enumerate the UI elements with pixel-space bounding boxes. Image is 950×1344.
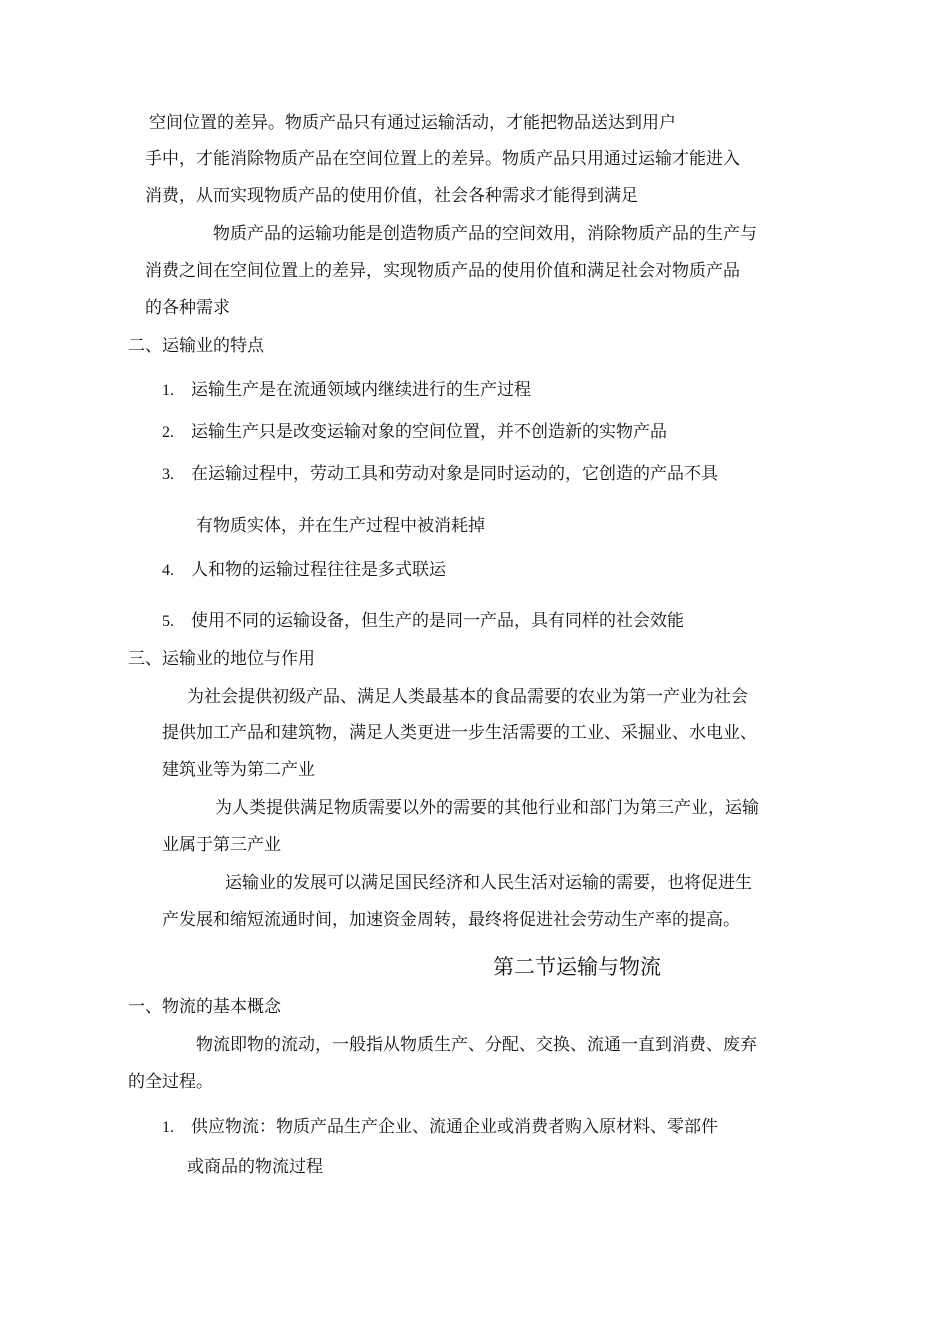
para-line: 消费之间在空间位置上的差异，实现物质产品的使用价值和满足社会对物质产品 [145, 261, 740, 281]
list-number: 5. [162, 613, 174, 630]
list-item: 供应物流：物质产品生产企业、流通企业或消费者购入原材料、零部件 [191, 1117, 718, 1137]
list-number: 1. [162, 382, 174, 399]
list-item-continuation: 有物质实体，并在生产过程中被消耗掉 [196, 516, 485, 536]
para-line: 物质产品的运输功能是创造物质产品的空间效用，消除物质产品的生产与 [213, 224, 757, 244]
section-heading: 三、运输业的地位与作用 [128, 649, 315, 669]
list-item: 运输生产是在流通领域内继续进行的生产过程 [191, 380, 531, 400]
list-item: 运输生产只是改变运输对象的空间位置，并不创造新的实物产品 [191, 422, 667, 442]
list-number: 2. [162, 424, 174, 441]
list-number: 1. [162, 1119, 174, 1136]
section-heading: 二、运输业的特点 [128, 336, 264, 356]
para-line: 的全过程。 [128, 1072, 213, 1092]
list-item: 在运输过程中，劳动工具和劳动对象是同时运动的，它创造的产品不具 [191, 464, 718, 484]
para-line: 建筑业等为第二产业 [162, 760, 315, 780]
para-line: 运输业的发展可以满足国民经济和人民生活对运输的需要，也将促进生 [225, 873, 752, 893]
para-line: 消费，从而实现物质产品的使用价值，社会各种需求才能得到满足 [145, 186, 638, 206]
para-line: 产发展和缩短流通时间，加速资金周转，最终将促进社会劳动生产率的提高。 [162, 910, 740, 930]
para-line: 物流即物的流动，一般指从物质生产、分配、交换、流通一直到消费、废弃 [196, 1035, 757, 1055]
list-number: 4. [162, 562, 174, 579]
chapter-title: 第二节运输与物流 [493, 955, 661, 979]
list-item: 使用不同的运输设备，但生产的是同一产品，具有同样的社会效能 [191, 611, 684, 631]
list-number: 3. [162, 466, 174, 483]
para-line: 提供加工产品和建筑物，满足人类更进一步生活需要的工业、采掘业、水电业、 [162, 723, 757, 743]
list-item-continuation: 或商品的物流过程 [187, 1157, 323, 1177]
section-heading: 一、物流的基本概念 [128, 997, 281, 1017]
para-line: 空间位置的差异。物质产品只有通过运输活动，才能把物品送达到用户 [149, 113, 676, 133]
para-line: 为人类提供满足物质需要以外的需要的其他行业和部门为第三产业，运输 [215, 798, 759, 818]
para-line: 业属于第三产业 [162, 835, 281, 855]
para-line: 手中，才能消除物质产品在空间位置上的差异。物质产品只用通过运输才能进入 [145, 149, 740, 169]
para-line: 为社会提供初级产品、满足人类最基本的食品需要的农业为第一产业为社会 [187, 687, 748, 707]
list-item: 人和物的运输过程往往是多式联运 [191, 560, 446, 580]
para-line: 的各种需求 [145, 298, 230, 318]
